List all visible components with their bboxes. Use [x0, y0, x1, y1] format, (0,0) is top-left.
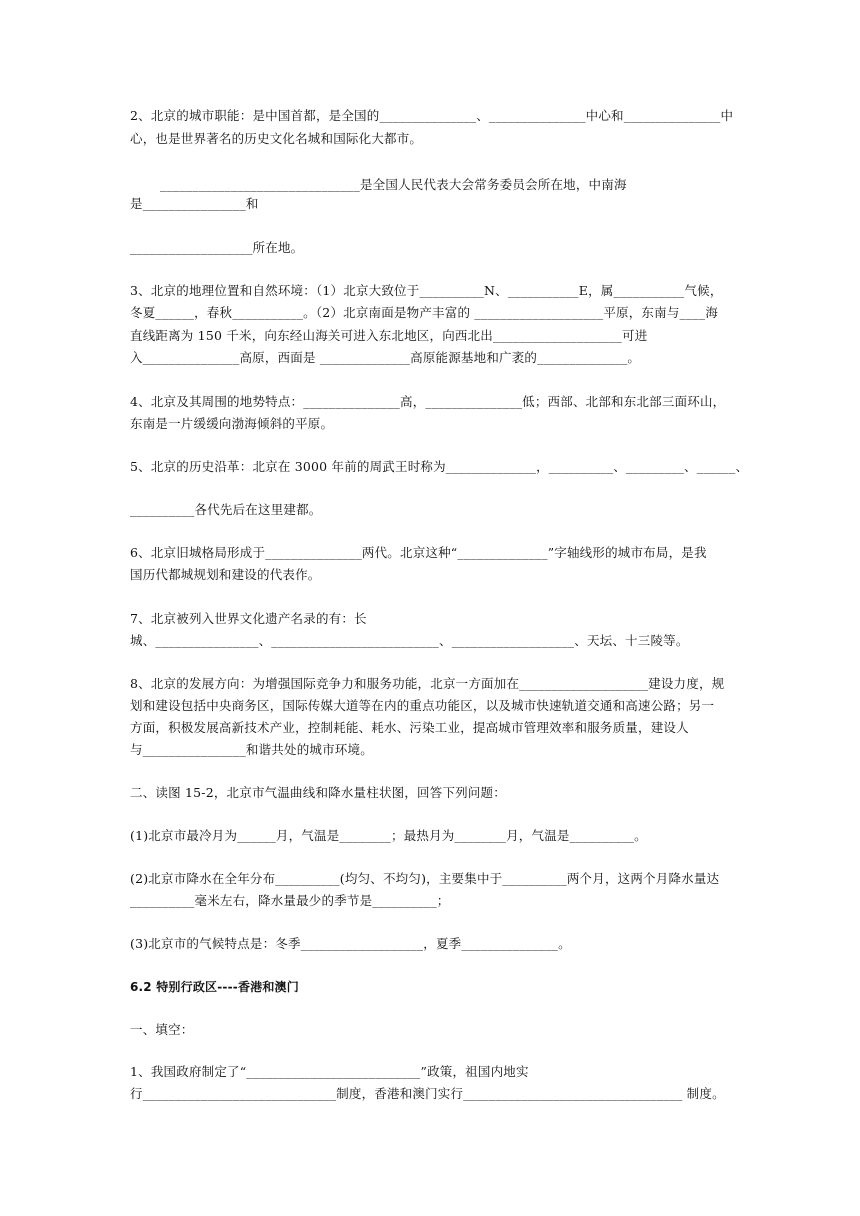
text-line-q5: 5、北京的历史沿革：北京在 3000 年前的周武王时称为______________，__________、_________、______、: [130, 459, 749, 474]
text-line-q3: 3、北京的地理位置和自然环境：（1）北京大致位于__________N、___________E，属___________气候，: [130, 283, 723, 298]
text-line-q6: 6、北京旧城格局形成于_______________两代。北京这种“______________”字轴线形的城市布局，是我: [130, 545, 707, 560]
text-line: 是________________和: [130, 196, 259, 211]
text-line-hk1: 1、我国政府制定了“___________________________”政策，祖国内地实: [130, 1064, 529, 1079]
text-line: 国历代都城规划和建设的代表作。: [130, 567, 321, 582]
text-line-sub2: (2)北京市降水在全年分布__________(均匀、不均匀)，主要集中于__________两个月，这两个月降水量达: [130, 871, 720, 886]
text-line: 直线距离为 150 千米，向东经山海关可进入东北地区，向西北出____________________可进: [130, 328, 648, 343]
text-line: 方面，积极发展高新技术产业，控制耗能、耗水、污染工业，提高城市管理效率和服务质量，建设人: [130, 720, 689, 735]
text-line-sub1: (1)北京市最冷月为______月，气温是________；最热月为________月，气温是__________。: [130, 828, 647, 843]
text-line-q8: 8、北京的发展方向：为增强国际竞争力和服务功能，北京一方面加在____________________建设力度，规: [130, 676, 725, 691]
text-line: _______________________________是全国人民代表大会常务委员会所在地，中南海: [160, 177, 627, 192]
text-line: 心，也是世界著名的历史文化名城和国际化大都市。: [130, 131, 423, 146]
text-line: __________各代先后在这里建都。: [130, 502, 322, 517]
text-line-sub3: (3)北京市的气候特点是：冬季___________________，夏季_______________。: [130, 936, 571, 951]
section-heading-fill: 一、填空：: [130, 1022, 194, 1037]
text-line: 东南是一片缓缓向渤海倾斜的平原。: [130, 416, 334, 431]
text-line-q2: 2、北京的城市职能：是中国首都，是全国的_______________、_______________中心和_______________中: [130, 108, 734, 123]
text-line: 行______________________________制度，香港和澳门实行__________________________________ 制度。: [130, 1086, 725, 1101]
text-line: 入_______________高原，西面是 ______________高原能源基地和广袤的______________。: [130, 350, 641, 365]
section-title: 6.2 特别行政区----香港和澳门: [130, 980, 299, 994]
text-line: 冬夏______，春秋___________。（2）北京南面是物产丰富的 ____________________平原，东南与____海: [130, 305, 719, 320]
text-line-q7: 7、北京被列入世界文化遗产名录的有：长: [130, 611, 367, 626]
text-line: __________毫米左右，降水量最少的季节是__________；: [130, 893, 450, 908]
text-line: 与________________和谐共处的城市环境。: [130, 742, 373, 757]
text-line: 划和建设包括中央商务区，国际传媒大道等在内的重点功能区，以及城市快速轨道交通和高速公路；另一: [130, 698, 715, 713]
text-line: ___________________所在地。: [130, 240, 304, 255]
text-line: 城、________________、__________________________、___________________、天坛、十三陵等。: [130, 633, 689, 648]
text-line-q4: 4、北京及其周围的地势特点：_______________高，_______________低；西部、北部和东北部三面环山，: [130, 394, 726, 409]
section-heading-2: 二、读图 15-2，北京市气温曲线和降水量柱状图，回答下列问题：: [130, 785, 506, 800]
